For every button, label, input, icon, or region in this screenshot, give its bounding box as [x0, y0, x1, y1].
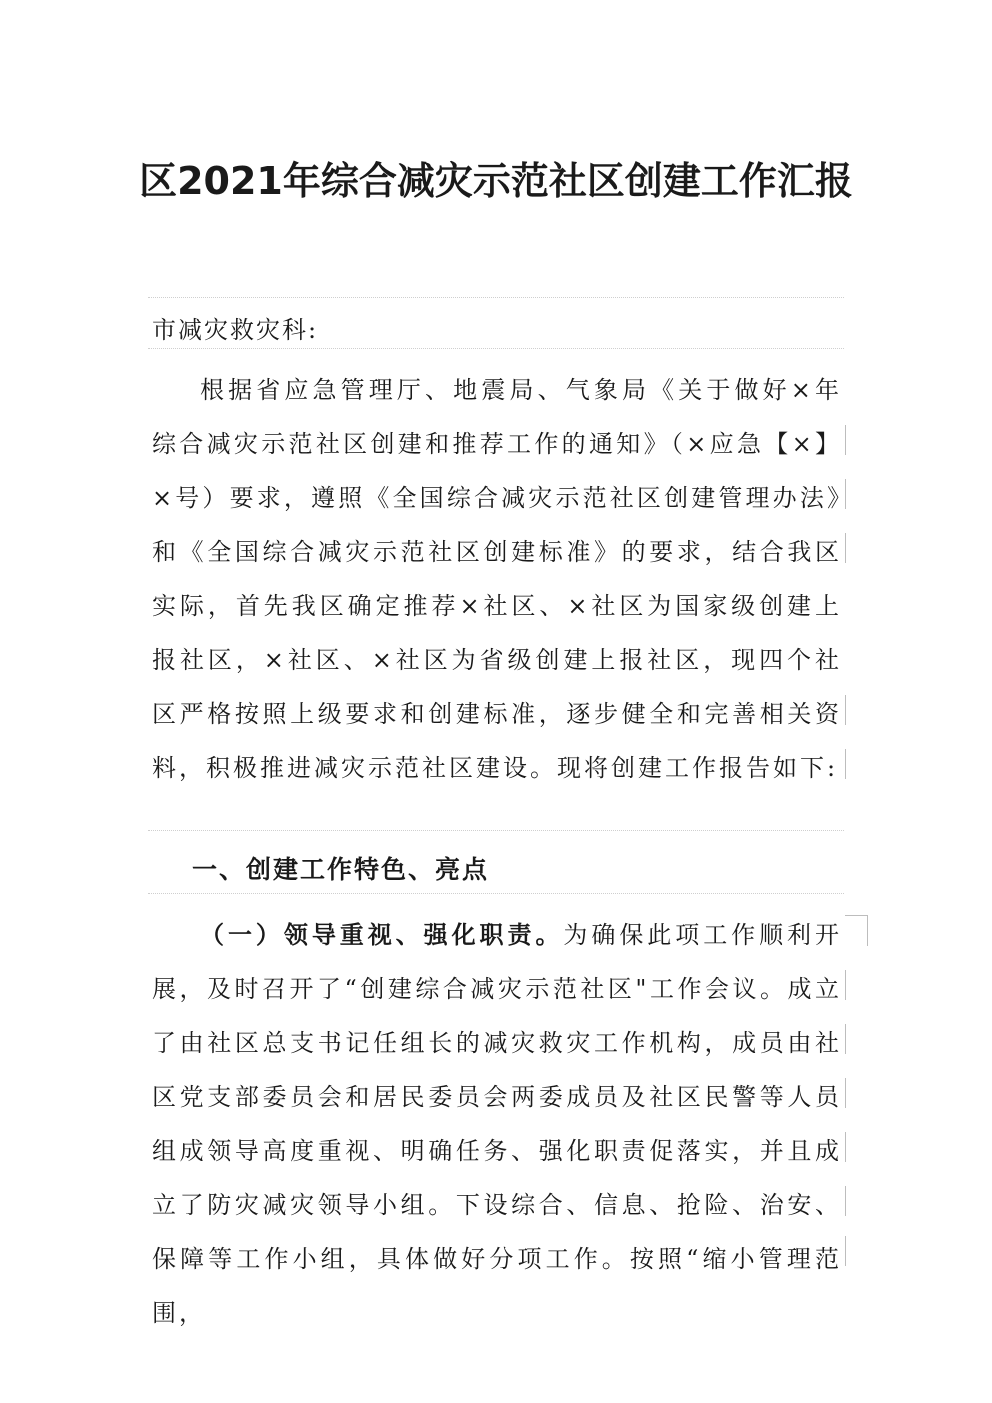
margin-corner-mark	[845, 915, 868, 946]
margin-mark	[845, 533, 846, 563]
divider	[148, 297, 844, 298]
margin-mark	[845, 749, 846, 779]
section-heading: 一、创建工作特色、亮点	[192, 855, 490, 884]
divider	[148, 830, 844, 831]
margin-mark	[845, 1236, 846, 1266]
margin-mark	[845, 1024, 846, 1054]
margin-mark	[845, 1132, 846, 1162]
subsection-body: 为确保此项工作顺利开展，及时召开了“创建综合减灾示范社区"工作会议。成立了由社区总支书记任组长的减灾救灾工作机构，成员由社区党支部委员会和居民委员会两委成员及社区民警等人员组成领导高度重视、明确任务、强化职责促落实，并且成立了防灾减灾领导小组。下设综合、信息、抢险、治安、保障等工作小组，具体做好分项工作。按照“缩小管理范围，	[152, 921, 843, 1327]
margin-mark	[845, 1078, 846, 1108]
document-title: 区2021年综合减灾示范社区创建工作汇报	[139, 159, 853, 203]
margin-mark	[845, 479, 846, 509]
recipient-line: 市减灾救灾科:	[152, 316, 319, 344]
divider	[148, 893, 844, 894]
body-paragraph-2	[152, 908, 842, 1340]
margin-mark	[845, 425, 846, 455]
subsection-lead: （一）领导重视、强化职责。	[200, 921, 564, 949]
margin-mark	[845, 1186, 846, 1216]
margin-mark	[845, 970, 846, 1000]
body-paragraph-1: 根据省应急管理厅、地震局、气象局《关于做好×年综合减灾示范社区创建和推荐工作的通知》（×应急【×】×号）要求，遵照《全国综合减灾示范社区创建管理办法》和《全国综合减灾示范社区创建标准》的要求，结合我区实际，首先我区确定推荐×社区、×社区为国家级创建上报社区，×社区、×社区为省级创建上报社区，现四个社区严格按照上级要求和创建标准，逐步健全和完善相关资料，积极推进减灾示范社区建设。现将创建工作报告如下:	[152, 376, 842, 782]
divider	[148, 348, 844, 349]
margin-mark	[845, 695, 846, 725]
